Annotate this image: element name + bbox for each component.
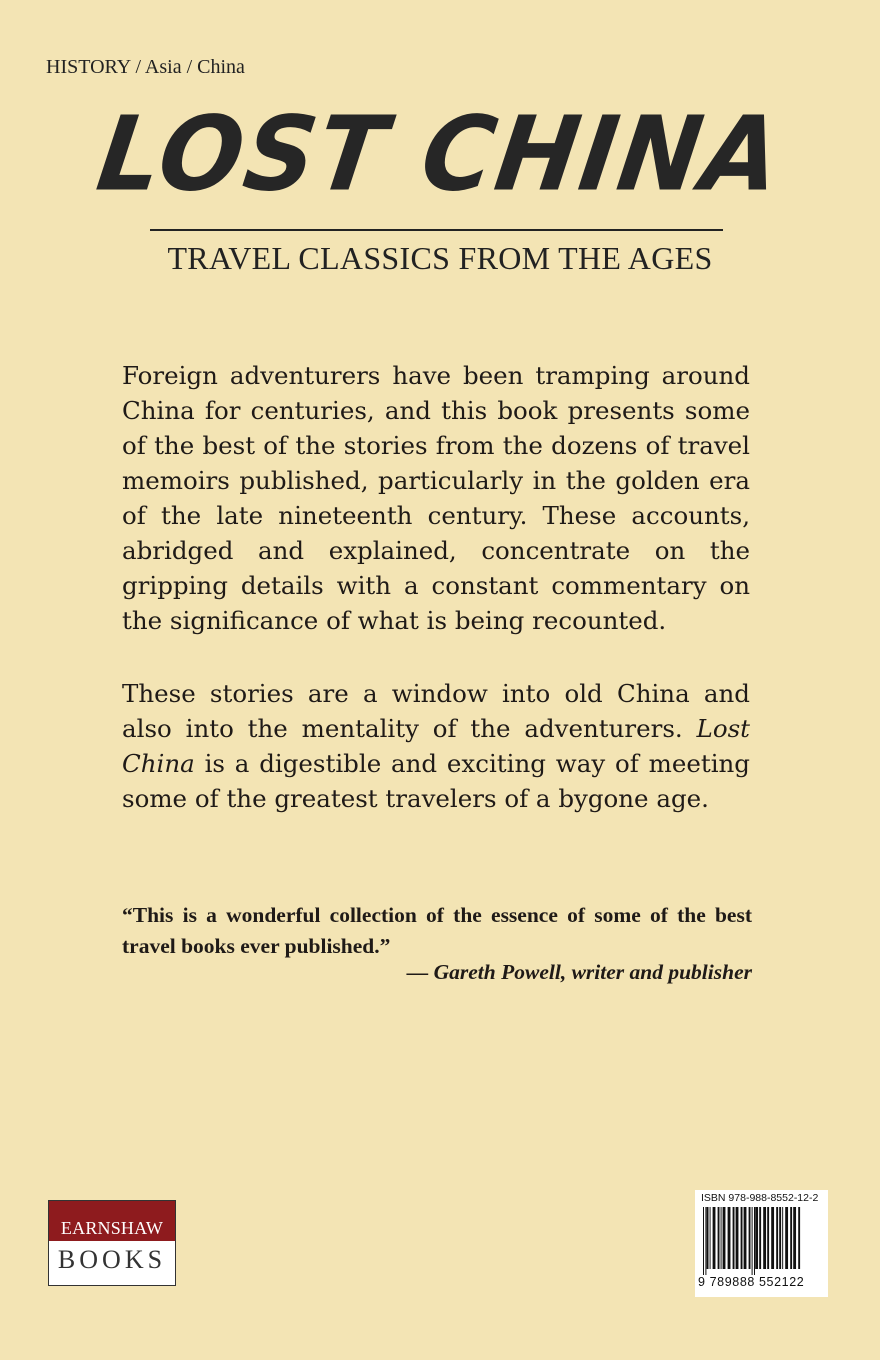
barcode-bar [728,1207,731,1269]
barcode-bar [718,1207,720,1269]
barcode-bars [701,1207,822,1275]
barcode-bar [754,1207,755,1275]
isbn-digits: 9 789888 552122 [698,1275,805,1289]
barcode-bar [798,1207,800,1269]
title-divider [150,229,723,231]
barcode-bar [771,1207,774,1269]
barcode-bar [721,1207,722,1269]
publisher-logo [48,1200,176,1286]
barcode-bar [759,1207,761,1269]
barcode-bar [782,1207,783,1269]
barcode-bar [763,1207,766,1269]
barcode-bar [767,1207,769,1269]
barcode-bar [710,1207,711,1269]
barcode-bar [779,1207,781,1269]
barcode-bar [776,1207,778,1269]
barcode-bar [713,1207,716,1269]
description-paragraph-1: Foreign adventurers have been tramping around China for centuries, and this book presents some of the best of the stories from the dozens of travel memoirs published, particularly in the golden era of the late nineteenth century. These accounts, abridged and explained, concentrate on the gripping details with a constant commentary on the significance of what is being recounted. [122,361,750,635]
publisher-logo-bottom [49,1241,175,1285]
paragraph-2-rest: is a digestible and exciting way of meeting some of the greatest travelers of a bygone age. [122,749,750,813]
barcode-bar [785,1207,788,1269]
publisher-name-bottom: BOOKS [57,1245,167,1274]
barcode-bar [723,1207,726,1269]
paragraph-2-lead: These stories are a window into old China and also into the mentality of the adventurers. [122,679,750,743]
publisher-name-top: EARNSHAW [60,1218,164,1238]
barcode-bar [755,1207,758,1269]
barcode-bar [790,1207,792,1269]
isbn-label: ISBN 978-988-8552-12-2 [701,1192,819,1204]
barcode-bar [733,1207,735,1269]
barcode-bar [749,1207,751,1269]
book-title: LOST CHINA [90,95,790,215]
barcode-bar [707,1207,709,1269]
barcode-bar [736,1207,739,1269]
barcode-bar [705,1207,706,1275]
barcode-bar [752,1207,753,1275]
isbn-barcode [695,1190,828,1297]
paragraph-2-book-title: Lost China [122,714,750,778]
barcode-bar [741,1207,743,1269]
book-subtitle: TRAVEL CLASSICS FROM THE AGES [167,240,713,276]
description-paragraph-2 [122,676,750,816]
barcode-bar [793,1207,796,1269]
category-label: HISTORY / Asia / China [46,56,245,78]
blurb-quote: “This is a wonderful collection of the essence of some of the best travel books ever published.” [122,903,752,958]
publisher-logo-top [49,1201,175,1241]
blurb-attribution: — Gareth Powell, writer and publisher [406,960,752,984]
barcode-bar [703,1207,704,1275]
barcode-bar [744,1207,747,1269]
